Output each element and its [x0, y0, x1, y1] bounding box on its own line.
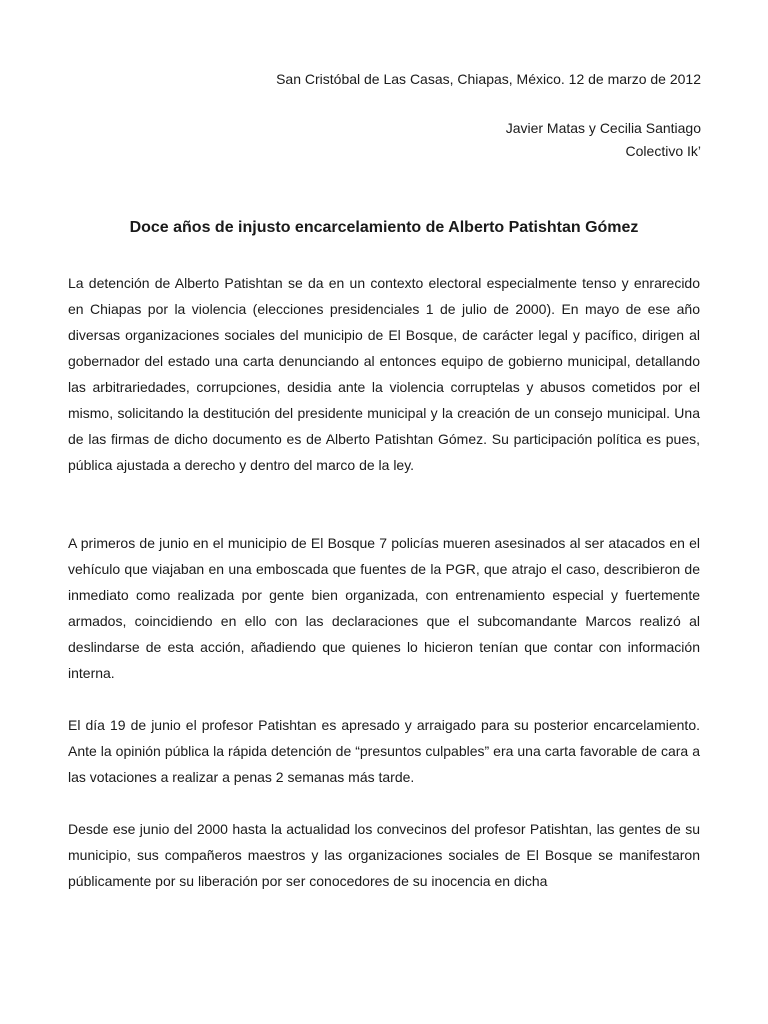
body-paragraph: El día 19 de junio el profesor Patishtan es apresado y arraigado para su posterior encarcelamiento. Ante la opinión pública la rápida detención de “presuntos culpables” era una carta favorable de cara a las votaciones a realizar a penas 2 semanas más tarde. — [68, 717, 700, 785]
body-paragraph: A primeros de junio en el municipio de El Bosque 7 policías mueren asesinados al ser atacados en el vehículo que viajaban en una emboscada que fuentes de la PGR, que atrajo el caso, describieron de inmediato como realizada por gente bien organizada, con entrenamiento especial y fuertemente armados, coincidiendo en ello con las declaraciones que el subcomandante Marcos realizó al deslindarse de esta acción, añadiendo que quienes lo hicieron tenían que contar con información interna. — [68, 535, 700, 681]
body-paragraph: La detención de Alberto Patishtan se da en un contexto electoral especialmente tenso y enrarecido en Chiapas por la violencia (elecciones presidenciales 1 de julio de 2000). En mayo de ese año diversas organizaciones sociales del municipio de El Bosque, de carácter legal y pacífico, dirigen al gobernador del estado una carta denunciando al entonces equipo de gobierno municipal, detallando las arbitrariedades, corrupciones, desidia ante la violencia corruptelas y abusos cometidos por el mismo, solicitando la destitución del presidente municipal y la creación de un consejo municipal. Una de las firmas de dicho documento es de Alberto Patishtan Gómez. Su participación política es pues, pública ajustada a derecho y dentro del marco de la ley. — [68, 275, 700, 473]
body-paragraph: Desde ese junio del 2000 hasta la actualidad los convecinos del profesor Patishtan, las gentes de su municipio, sus compañeros maestros y las organizaciones sociales de El Bosque se manifestaron públicamente por su liberación por ser conocedores de su inocencia en dicha — [68, 821, 700, 889]
document-title: Doce años de injusto encarcelamiento de Alberto Patishtan Gómez — [129, 219, 639, 236]
place-date-line: San Cristóbal de Las Casas, Chiapas, México. 12 de marzo de 2012 — [276, 71, 701, 87]
collective-name: Colectivo Ik’ — [625, 143, 701, 159]
author-names: Javier Matas y Cecilia Santiago — [505, 120, 701, 136]
